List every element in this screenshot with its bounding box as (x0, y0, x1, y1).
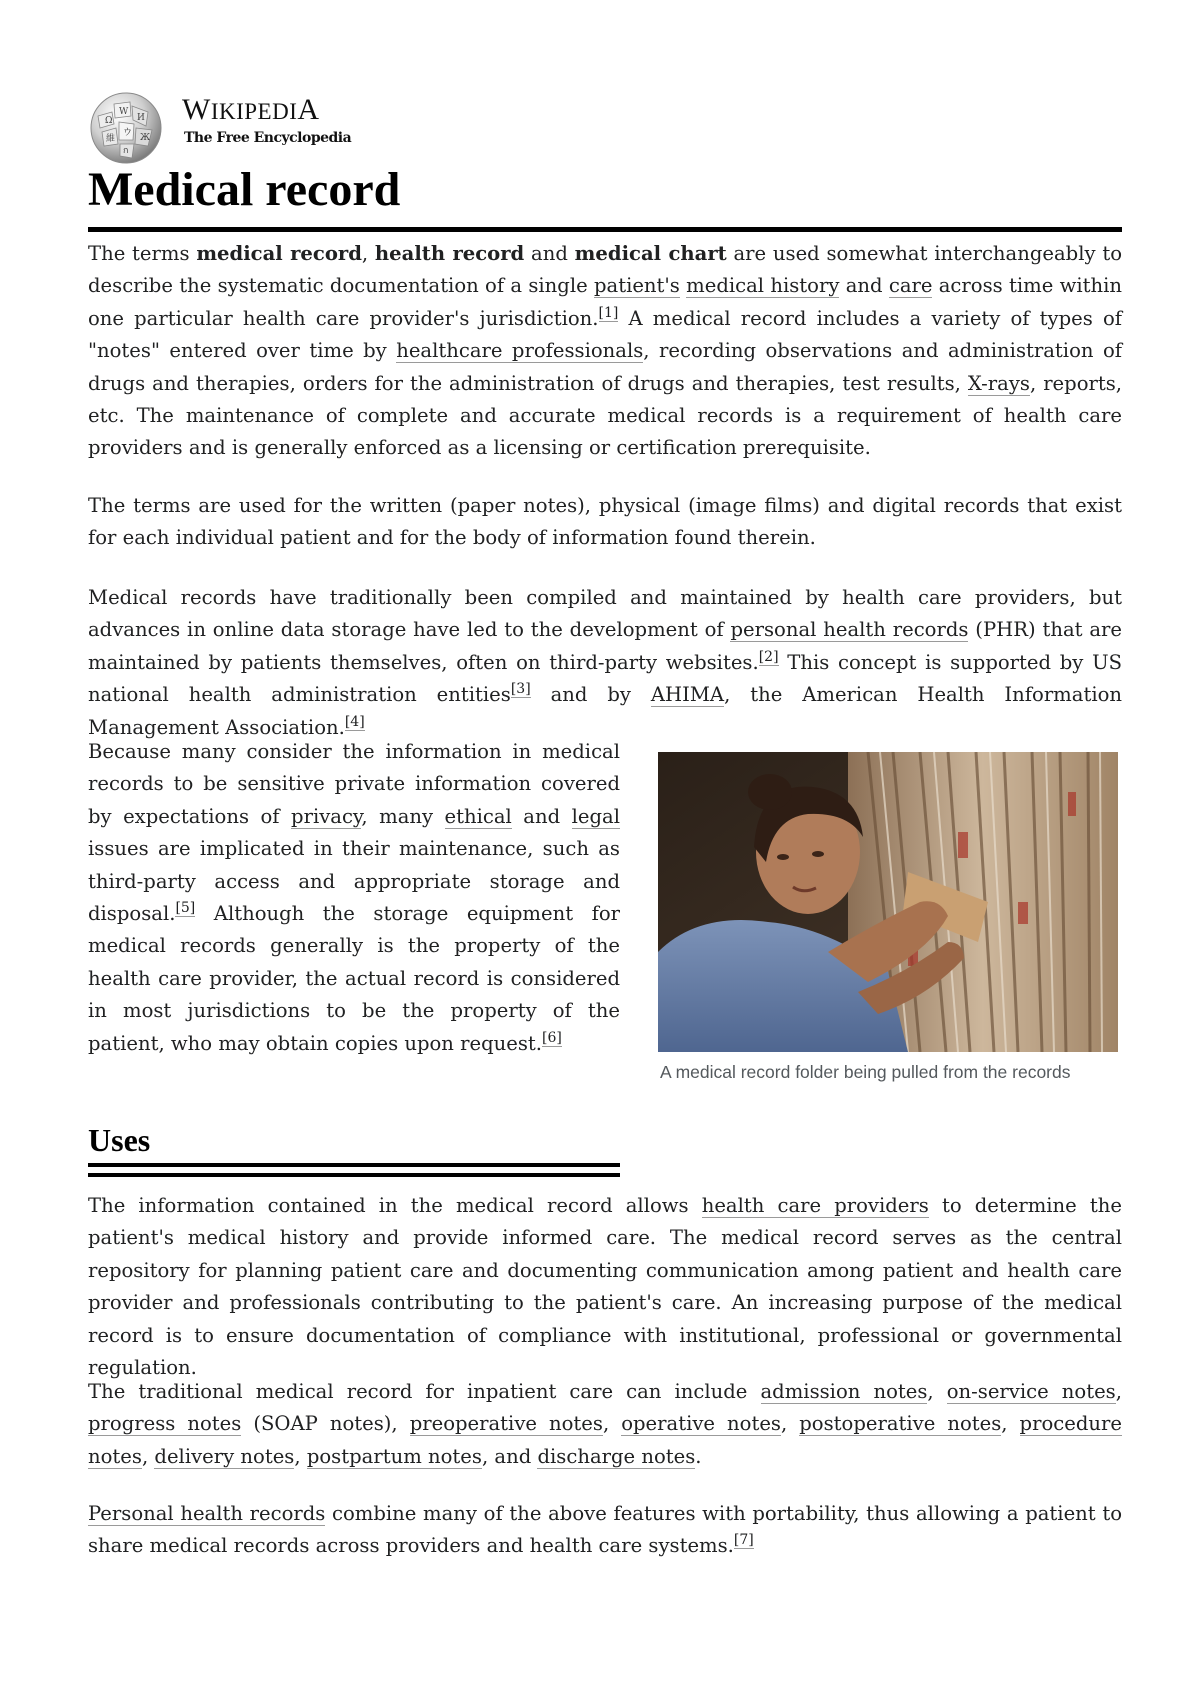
globe-glyph: ウ (123, 128, 133, 138)
link-progress-notes[interactable]: progress notes (88, 1412, 242, 1436)
citation-3[interactable]: [3] (510, 681, 531, 698)
uses-paragraph-3: Personal health records combine many of the above features with portability, thus allowing a patient to share medical records across providers and health care systems.[7] (88, 1502, 1122, 1558)
globe-glyph: Ж (140, 133, 151, 143)
page-title: Medical record (88, 163, 401, 216)
link-health-care-providers[interactable]: health care providers (701, 1194, 929, 1217)
link-preoperative-notes[interactable]: preoperative notes (409, 1412, 603, 1436)
uses-paragraph-1: The information contained in the medical record allows health care providers to determine the patient's medical history and provide informed care. The medical record serves as the central repository for planning patient care and documenting communication among patient and health care provider and professionals contributing to the patient's care. An increasing purpose of the medical record is to ensure documentation of compliance with institutional, professional or governmental regulation. (88, 1194, 1122, 1380)
medical-records-photo[interactable] (658, 752, 1118, 1052)
wikipedia-wordmark: WIKIPEDIA (182, 93, 320, 126)
intro-paragraph-4: Because many consider the information in medical records to be sensitive private information covered by expectations of privacy, many ethical and legal issues are implicated in their maintenance, such as third-party access and appropriate storage and disposal.[5] Although the storage equipment for medical records generally is the property of the health care provider, the actual record is considered in most jurisdictions to be the property of the patient, who may obtain copies upon request.[6] (88, 740, 620, 1055)
globe-glyph: 維 (106, 134, 116, 144)
citation-1[interactable]: [1] (598, 304, 619, 321)
link-discharge-notes[interactable]: discharge notes (537, 1444, 696, 1468)
figure-caption: A medical record folder being pulled from the records (660, 1062, 1071, 1082)
section-divider (88, 1173, 620, 1177)
link-patient[interactable]: patient's (593, 274, 680, 298)
intro-paragraph-1: The terms medical record, health record and medical chart are used somewhat interchangeably to describe the systematic documentation of a single patient's medical history and care across time within one particular health care provider's jurisdiction.[1] A medical record includes a variety of types of "notes" entered over time by healthcare professionals, recording observations and administration of drugs and therapies, orders for the administration of drugs and therapies, test results, X-rays, reports, etc. The maintenance of complete and accurate medical records is a requirement of health care providers and is generally enforced as a licensing or certification prerequisite. (88, 242, 1123, 460)
section-heading-uses: Uses (88, 1122, 151, 1158)
link-ahima[interactable]: AHIMA (650, 683, 725, 707)
globe-glyph: И (137, 113, 145, 123)
link-delivery-notes[interactable]: delivery notes (154, 1444, 295, 1468)
link-care[interactable]: care (888, 274, 933, 298)
wikipedia-logo[interactable] (88, 90, 388, 156)
link-medical-history[interactable]: medical history (686, 274, 840, 298)
intro-paragraph-2: The terms are used for the written (paper notes), physical (image films) and digital records that exist for each individual patient and for the body of information found therein. (88, 494, 1122, 550)
section-divider (88, 1163, 620, 1167)
link-postoperative-notes[interactable]: postoperative notes (799, 1412, 1002, 1436)
link-procedure-notes[interactable]: procedure notes (88, 1412, 1122, 1468)
intro-paragraph-3: Medical records have traditionally been compiled and maintained by health care providers, but advances in online data storage have led to the development of personal health records (PHR) that are maintained by patients themselves, often on third-party websites.[2] This concept is supported by US national health administration entities[3] and by AHIMA, the American Health Information Management Association.[4] (88, 586, 1123, 739)
link-postpartum-notes[interactable]: postpartum notes (306, 1444, 482, 1468)
link-x-rays[interactable]: X-rays (967, 371, 1030, 395)
wikipedia-tagline: The Free Encyclopedia (184, 130, 352, 146)
citation-6[interactable]: [6] (542, 1029, 562, 1046)
wikipedia-globe-icon (88, 90, 164, 166)
link-personal-health-records-2[interactable]: Personal health records (88, 1502, 326, 1525)
uses-paragraph-2: The traditional medical record for inpatient care can include admission notes, on-service notes, progress notes (SOAP notes), preoperative notes, operative notes, postoperative notes, procedure notes, delivery notes, postpartum notes, and discharge notes. (88, 1380, 1122, 1468)
citation-2[interactable]: [2] (758, 648, 779, 665)
globe-glyph: Ω (105, 116, 113, 126)
link-personal-health-records[interactable]: personal health records (730, 618, 969, 642)
globe-glyph: ก (123, 146, 129, 156)
citation-7[interactable]: [7] (733, 1532, 754, 1549)
link-legal[interactable]: legal (571, 804, 620, 828)
link-operative-notes[interactable]: operative notes (621, 1412, 781, 1436)
citation-5[interactable]: [5] (175, 900, 196, 917)
link-ethical[interactable]: ethical (444, 804, 512, 828)
link-privacy[interactable]: privacy (291, 804, 362, 828)
globe-glyph: W (119, 107, 129, 117)
link-admission-notes[interactable]: admission notes (760, 1380, 928, 1403)
citation-4[interactable]: [4] (344, 713, 365, 730)
link-on-service-notes[interactable]: on-service notes (946, 1380, 1116, 1403)
title-divider (88, 227, 1122, 232)
link-healthcare-professionals[interactable]: healthcare professionals (396, 339, 644, 363)
